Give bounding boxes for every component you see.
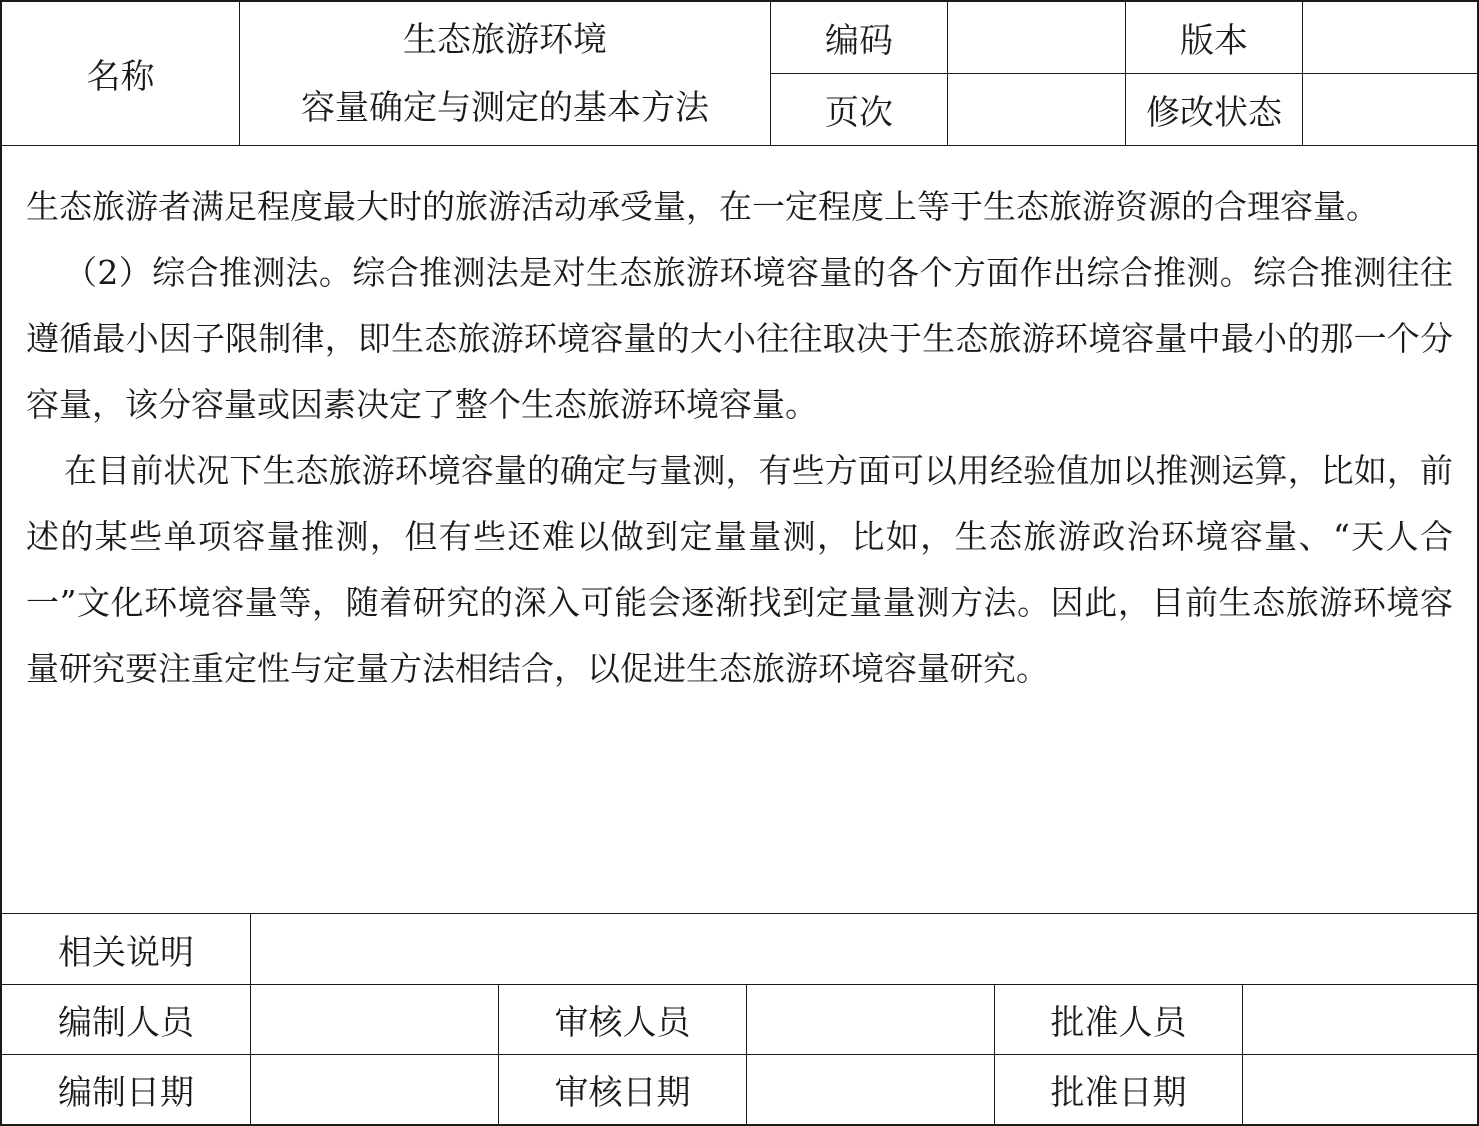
revision-label: 修改状态 [1126, 73, 1303, 145]
code-label: 编码 [771, 2, 948, 73]
paragraph-2: （2）综合推测法。综合推测法是对生态旅游环境容量的各个方面作出综合推测。综合推测往往遵循最小因子限制律，即生态旅游环境容量的大小往往取决于生态旅游环境容量中最小的那一个分容量，该分容量或因素决定了整个生态旅游环境容量。 [26, 253, 1453, 424]
version-label: 版本 [1126, 2, 1303, 73]
page-value [948, 73, 1126, 145]
version-value [1303, 2, 1477, 73]
reviewer-value [747, 984, 995, 1054]
reviewer-label: 审核人员 [499, 984, 747, 1054]
review-date-label: 审核日期 [499, 1054, 747, 1124]
approver-value [1243, 984, 1477, 1054]
title-line-2: 容量确定与测定的基本方法 [301, 87, 709, 128]
compile-date-label: 编制日期 [2, 1054, 251, 1124]
footer-table [2, 914, 1477, 1124]
name-label: 名称 [2, 2, 240, 145]
notes-label: 相关说明 [2, 914, 251, 984]
notes-value [251, 914, 1477, 984]
header-divider [771, 73, 1477, 74]
revision-value [1303, 73, 1477, 145]
body-text [2, 145, 1477, 914]
code-value [948, 2, 1126, 73]
compiler-label: 编制人员 [2, 984, 251, 1054]
title-line-1: 生态旅游环境 [403, 19, 607, 60]
compiler-value [251, 984, 499, 1054]
approver-label: 批准人员 [995, 984, 1243, 1054]
review-date-value [747, 1054, 995, 1124]
paragraph-1: 生态旅游者满足程度最大时的旅游活动承受量，在一定程度上等于生态旅游资源的合理容量。 [26, 187, 1379, 226]
header-table [2, 2, 1477, 145]
approve-date-value [1243, 1054, 1477, 1124]
paragraph-3: 在目前状况下生态旅游环境容量的确定与量测，有些方面可以用经验值加以推测运算，比如，前述的某些单项容量推测，但有些还难以做到定量量测，比如，生态旅游政治环境容量、“天人合一”文化环境容量等，随着研究的深入可能会逐渐找到定量量测方法。因此，目前生态旅游环境容量研究要注重定性与定量方法相结合，以促进生态旅游环境容量研究。 [26, 451, 1453, 688]
compile-date-value [251, 1054, 499, 1124]
page-label: 页次 [771, 73, 948, 145]
approve-date-label: 批准日期 [995, 1054, 1243, 1124]
document-title [240, 2, 771, 145]
